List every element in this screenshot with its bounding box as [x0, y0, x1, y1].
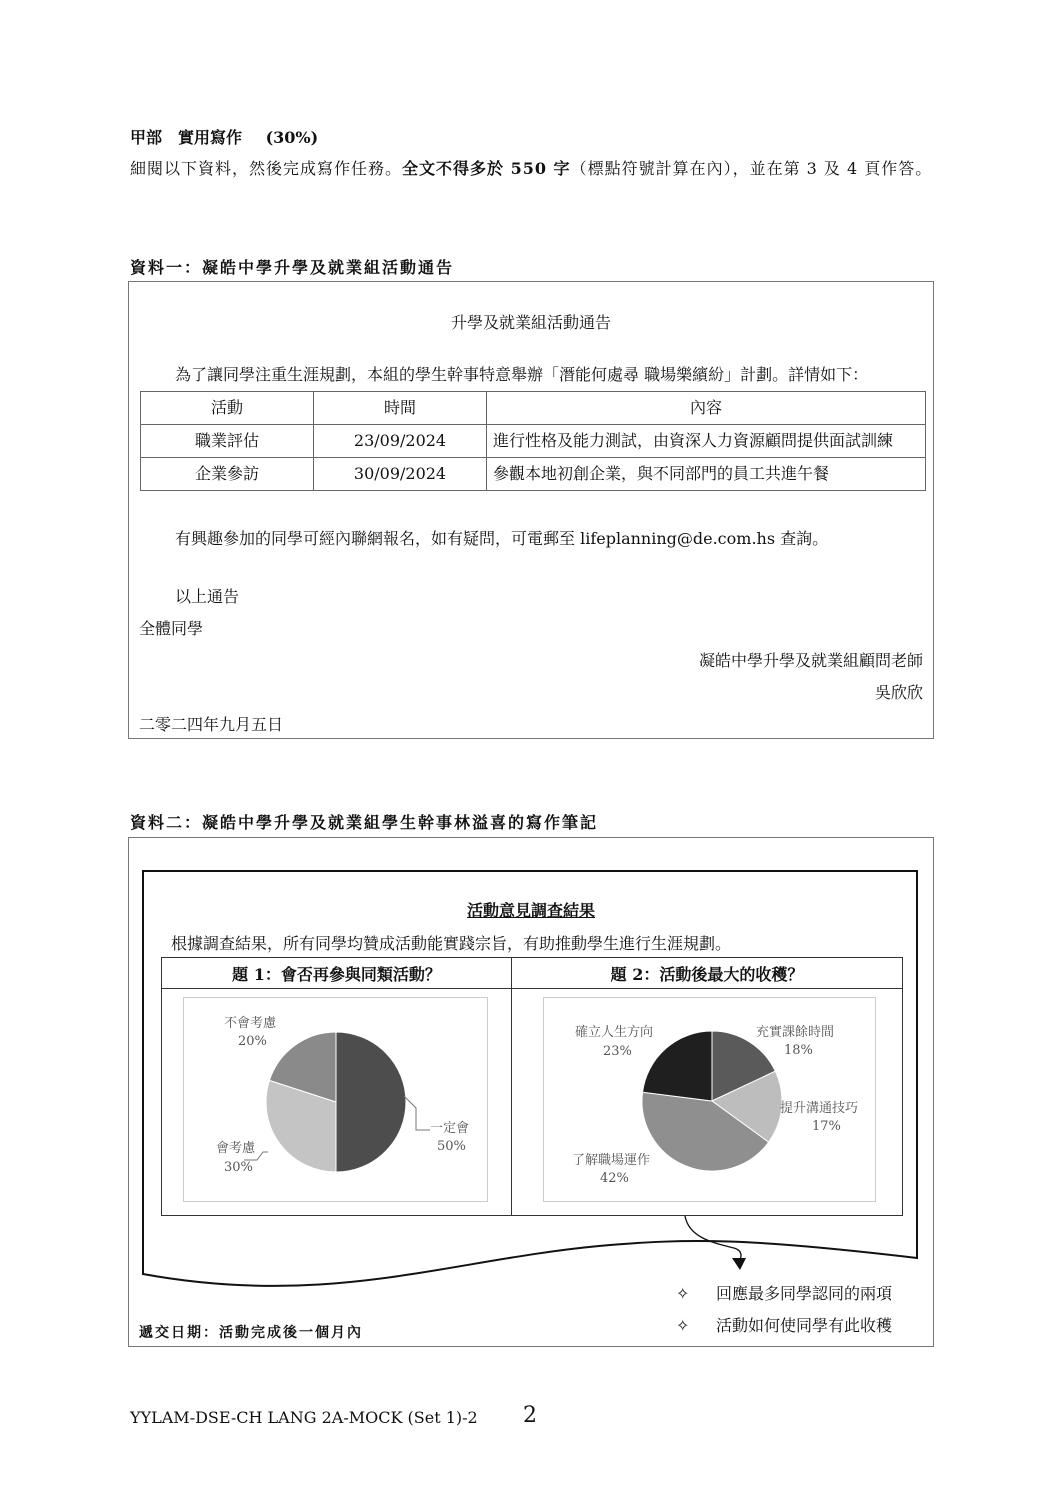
table-header-content: 內容 — [487, 392, 926, 425]
arrow-head — [732, 1258, 746, 1270]
instructions — [130, 153, 940, 184]
pie1-value-yidinghui: 50% — [437, 1139, 466, 1154]
q2-pie-svg — [544, 998, 875, 1201]
pie1-label-buhuikaolv: 不會考慮 — [224, 1016, 277, 1031]
page-number: 2 — [523, 1403, 537, 1428]
section-title-text: 甲部 實用寫作 — [130, 128, 243, 147]
notice-date: 二零二四年九月五日 — [139, 715, 284, 734]
pie2-label-queli: 確立人生方向 — [575, 1025, 654, 1040]
notice-recipient: 全體同學 — [139, 619, 204, 638]
row-content: 參觀本地初創企業，與不同部門的員工共進午餐 — [487, 458, 926, 491]
pie2-slice-4 — [643, 1031, 712, 1101]
pie2-value-chongshi: 18% — [784, 1043, 813, 1058]
section-percent: (30%) — [265, 128, 319, 147]
notice-sender-org: 凝皓中學升學及就業組顧問老師 — [698, 651, 923, 670]
note-bullet — [676, 1281, 892, 1304]
q1-chart — [183, 997, 488, 1202]
row-date: 30/09/2024 — [314, 458, 487, 491]
pie2-value-queli: 23% — [603, 1044, 632, 1059]
note-bullet — [676, 1313, 892, 1336]
notice-intro: 為了讓同學注重生涯規劃，本組的學生幹事特意舉辦「潛能何處尋 職場樂繽紛」計劃。詳情如下： — [175, 365, 869, 384]
notes-box — [128, 837, 934, 1347]
survey-table — [161, 957, 903, 1216]
notice-title: 升學及就業組活動通告 — [450, 313, 611, 332]
diamond-star-icon: ✧ — [676, 1316, 690, 1335]
q1-pie-svg — [184, 998, 487, 1201]
pie1-value-huikaolv: 30% — [224, 1160, 253, 1175]
table-header-time: 時間 — [314, 392, 487, 425]
q2-header: 題 2：活動後最大的收穫？ — [512, 958, 903, 989]
table-row — [141, 425, 926, 458]
table-row — [141, 458, 926, 491]
table-header-row — [141, 392, 926, 425]
instructions-word-limit: 全文不得多於 550 字 — [402, 159, 571, 178]
pie1-label-yidinghui: 一定會 — [430, 1121, 470, 1136]
survey-intro: 根據調查結果，所有同學均贊成活動能實踐宗旨，有助推動學生進行生涯規劃。 — [171, 934, 732, 953]
pie1-value-buhuikaolv: 20% — [238, 1034, 267, 1049]
pie2-label-chongshi: 充實課餘時間 — [756, 1025, 835, 1040]
instructions-part1: 細閱以下資料，然後完成寫作任務。 — [130, 159, 403, 178]
q2-chart-cell — [512, 989, 903, 1216]
notice-box — [128, 281, 934, 739]
resource2-title: 資料二：凝皓中學升學及就業組學生幹事林溢喜的寫作筆記 — [130, 813, 599, 832]
pie2-label-liaojie: 了解職場運作 — [572, 1153, 651, 1168]
notice-sender-name: 吳欣欣 — [874, 683, 923, 702]
note-bullet-text: 回應最多同學認同的兩項 — [716, 1284, 893, 1303]
instructions-part3: （標點符號計算在內），並在第 3 及 4 頁作答。 — [570, 159, 933, 178]
diamond-star-icon: ✧ — [676, 1284, 690, 1303]
submit-date: 遞交日期：活動完成後一個月內 — [139, 1325, 363, 1341]
survey-title: 活動意見調查結果 — [466, 901, 595, 920]
row-activity: 職業評估 — [141, 425, 314, 458]
note-bullet-text: 活動如何使同學有此收穫 — [716, 1316, 893, 1335]
activity-table — [140, 391, 926, 491]
table-header-activity: 活動 — [141, 392, 314, 425]
pie1-label-huikaolv: 會考慮 — [216, 1141, 256, 1156]
row-activity: 企業參訪 — [141, 458, 314, 491]
pie2-value-tisheng: 17% — [812, 1119, 841, 1134]
pie1-slice-1 — [336, 1032, 406, 1172]
arrow-curve — [685, 1216, 741, 1262]
pie2-label-tisheng: 提升溝通技巧 — [780, 1101, 859, 1116]
q1-header: 題 1：會否再參與同類活動？ — [162, 958, 512, 989]
row-content: 進行性格及能力測試，由資深人力資源顧問提供面試訓練 — [487, 425, 926, 458]
resource1-title: 資料一：凝皓中學升學及就業組活動通告 — [130, 258, 455, 277]
notice-closing: 以上通告 — [175, 587, 240, 606]
footer-code: YYLAM-DSE-CH LANG 2A-MOCK (Set 1)-2 — [130, 1408, 478, 1427]
leader-line-yidinghui — [404, 1096, 430, 1130]
q2-chart — [543, 997, 876, 1202]
notice-enroll: 有興趣參加的同學可經內聯網報名，如有疑問，可電郵至 lifeplanning@de.com.hs 查詢。 — [175, 529, 829, 548]
q1-chart-cell — [162, 989, 512, 1216]
pie2-value-liaojie: 42% — [600, 1171, 629, 1186]
row-date: 23/09/2024 — [314, 425, 487, 458]
section-title — [130, 125, 318, 148]
